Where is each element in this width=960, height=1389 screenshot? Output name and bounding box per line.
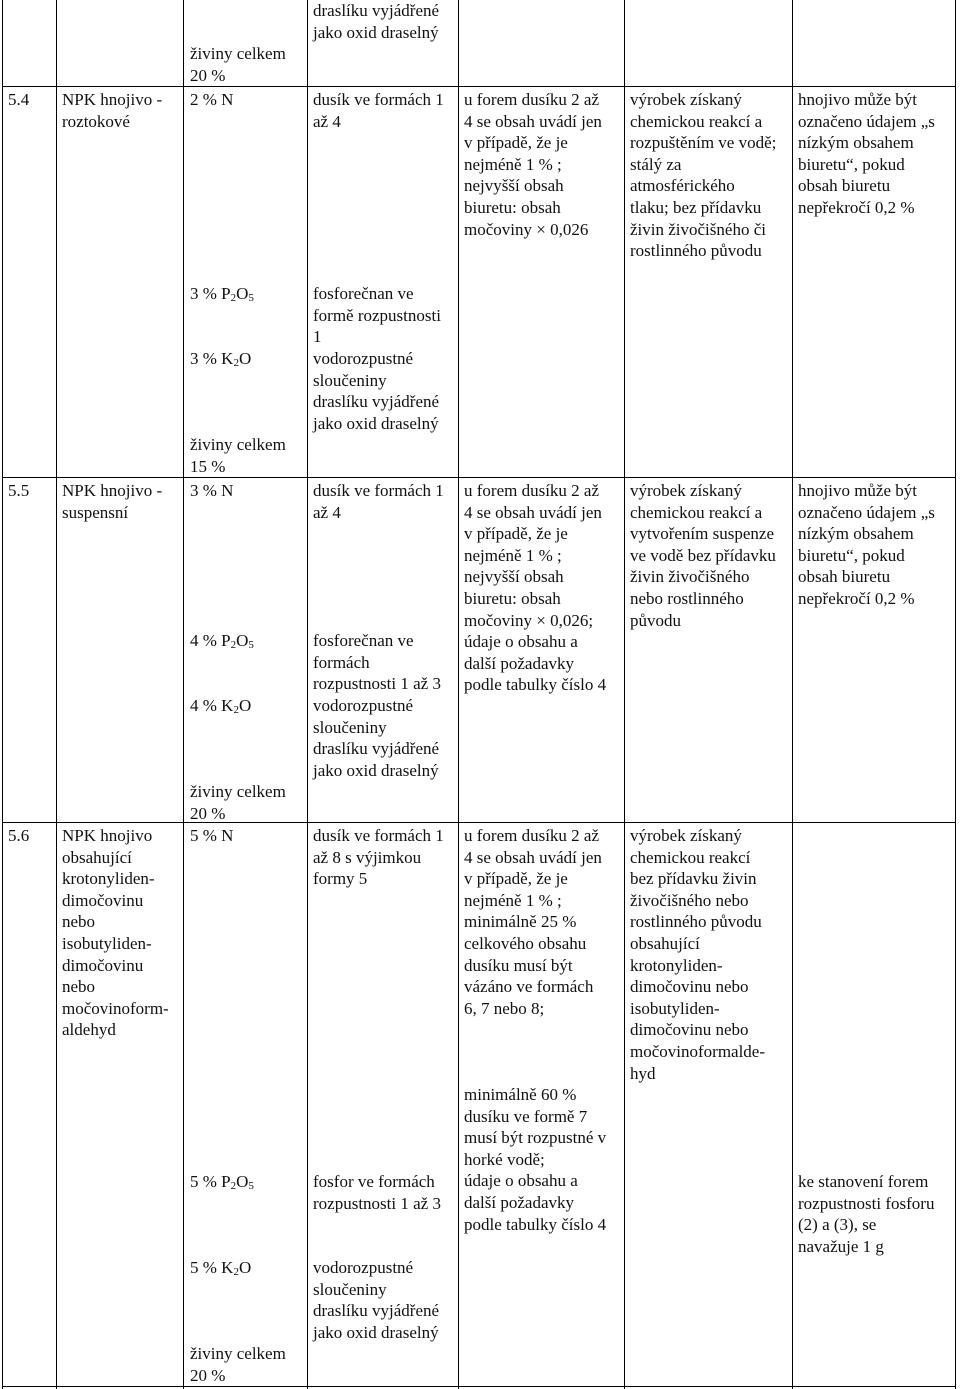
k-content: 3 % $K_2O$ [190,349,252,369]
row-number: 5.4 [8,90,30,109]
column-border [624,0,625,1389]
n-note: u forem dusíku 2 až 4 se obsah uvádí jen v případě, že je nejméně 1 % ; nejvyšší obsah biuretu: obsah močoviny × 0,026 [464,90,602,239]
p-content: 5 % $P_2O_5$ [190,1172,254,1192]
p-content: 4 % $P_2O_5$ [190,631,254,651]
column-border [56,0,57,1389]
remark: hnojivo může být označeno údajem „s nízkým obsahem biuretu“, pokud obsah biuretu nepřekročí 0,2 % [798,481,935,608]
k-forms: vodorozpustné sloučeniny draslíku vyjádřené jako oxid draselný [313,696,440,780]
p-forms: fosforečnan ve formě rozpustnosti 1 [313,284,441,347]
production-method: výrobek získaný chemickou reakcí a vytvořením suspenze ve vodě bez přídavku živin živočišného nebo rostlinného původu [630,481,776,630]
row-number: 5.5 [8,481,30,500]
n-content: 5 % N [190,826,234,845]
k-content: 5 % $K_2O$ [190,1258,252,1278]
row-border [2,1386,955,1387]
column-border [458,0,459,1389]
n-content: 3 % N [190,481,234,500]
n-note-continued: minimálně 60 % dusíku ve formě 7 musí být rozpustné v horké vodě; údaje o obsahu a další požadavky podle tabulky číslo 4 [464,1085,607,1234]
row-border [2,822,955,823]
fertilizer-type: NPK hnojivo - suspensní [62,481,163,522]
total-nutrients-continued: živiny celkem 20 % [190,44,286,85]
production-method: výrobek získaný chemickou reakcí a rozpuštěním ve vodě; stálý za atmosférického tlaku; bez přídavku živin živočišného či rostlinného původu [630,90,777,261]
remark: hnojivo může být označeno údajem „s nízkým obsahem biuretu“, pokud obsah biuretu nepřekročí 0,2 % [798,90,935,217]
total-nutrients: živiny celkem 15 % [190,435,286,476]
column-border [955,0,956,1389]
n-note: u forem dusíku 2 až 4 se obsah uvádí jen v případě, že je nejméně 1 % ; minimálně 25 % celkového obsahu dusíku musí být vázáno ve formách 6, 7 nebo 8; [464,826,602,1018]
k-content: 4 % $K_2O$ [190,696,252,716]
n-forms: dusík ve formách 1 až 4 [313,481,444,522]
row-number: 5.6 [8,826,30,845]
remark: ke stanovení forem rozpustnosti fosforu (2) a (3), se navažuje 1 g [798,1172,935,1256]
column-border [792,0,793,1389]
n-forms: dusík ve formách 1 až 8 s výjimkou formy 5 [313,826,444,889]
production-method: výrobek získaný chemickou reakcí bez přídavku živin živočišného nebo rostlinného původu obsahující krotonyliden- dimočovinu nebo isobutyliden- dimočovinu nebo močovinoformalde- hyd [630,826,766,1083]
column-border [183,0,184,1389]
n-note: u forem dusíku 2 až 4 se obsah uvádí jen v případě, že je nejméně 1 % ; nejvyšší obsah biuretu: obsah močoviny × 0,026; údaje o obsahu a další požadavky podle tabulky číslo 4 [464,481,607,695]
k-forms: vodorozpustné sloučeniny draslíku vyjádřené jako oxid draselný [313,349,440,433]
fertilizer-type: NPK hnojivo obsahující krotonyliden- dimočovinu nebo isobutyliden- dimočovinu nebo močovinoform- aldehyd [62,826,169,1040]
n-forms: dusík ve formách 1 až 4 [313,90,444,131]
p-forms: fosforečnan ve formách rozpustnosti 1 až 3 [313,631,441,694]
p-content: 3 % $P_2O_5$ [190,284,254,304]
column-border [307,0,308,1389]
row-border [2,477,955,478]
fertilizer-type: NPK hnojivo - roztokové [62,90,163,131]
total-nutrients: živiny celkem 20 % [190,782,286,823]
column-border [2,0,3,1389]
n-content: 2 % N [190,90,234,109]
k-forms-continued: draslíku vyjádřené jako oxid draselný [313,1,440,42]
p-forms: fosfor ve formách rozpustnosti 1 až 3 [313,1172,441,1213]
total-nutrients: živiny celkem 20 % [190,1344,286,1385]
k-forms: vodorozpustné sloučeniny draslíku vyjádřené jako oxid draselný [313,1258,440,1342]
row-border [2,86,955,87]
